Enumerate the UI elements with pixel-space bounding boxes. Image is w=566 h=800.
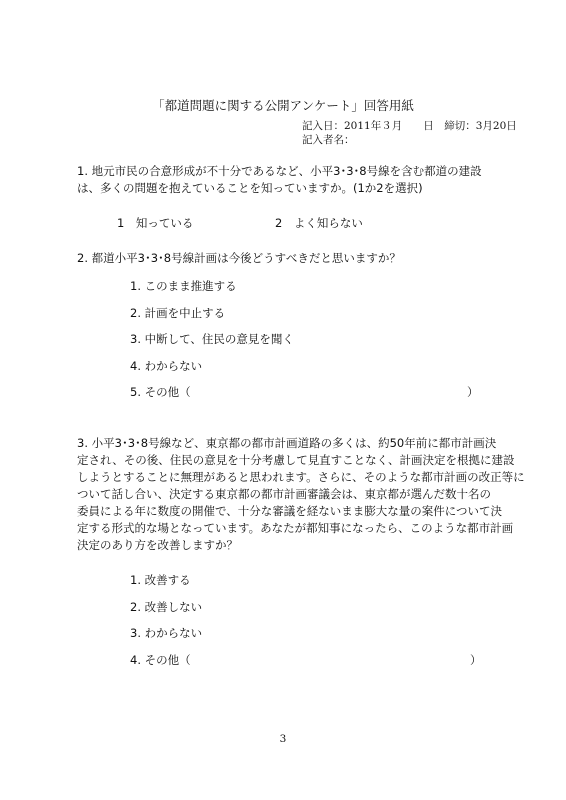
q3-other-close-paren: ） [470,653,482,667]
question-3-line: 3. 小平3･3･8号線など、東京都の都市計画道路の多くは、約50年前に都市計画決 [77,436,497,450]
question-3-line: 定され、その後、住民の意見を十分考慮して見直すことなく、計画決定を根拠に建設 [77,453,515,467]
respondent-name-line: 記入者名： [302,134,355,146]
q3-option-1[interactable]: 1. 改善する [130,573,191,587]
question-1 [77,163,482,197]
q2-option-4[interactable]: 4. わからない [130,359,203,373]
page-title: 「都道問題に関する公開アンケート」回答用紙 [152,98,414,113]
q1-option-1[interactable]: 1 知っている [117,216,194,230]
q3-option-2[interactable]: 2. 改善しない [130,600,203,614]
question-1-line: は、多くの問題を抱えていることを知っていますか。(1か2を選択) [77,181,423,195]
question-3-line: しようとすることに無理があると思われます。さらに、そのような都市計画の改正等に [77,470,525,484]
question-3 [77,435,525,554]
q2-option-2[interactable]: 2. 計画を中止する [130,306,226,320]
question-3-line: 決定のあり方を改善しますか？ [77,538,238,552]
q3-option-4[interactable]: 4. その他（ [130,653,191,667]
page-number: 3 [279,733,287,745]
question-2: 2. 都道小平3･3･8号線計画は今後どうすべきだと思いますか？ [77,251,401,265]
q3-option-3[interactable]: 3. わからない [130,626,203,640]
date-deadline-line: 記入日：2011年３月 日 締切：3月20日 [302,120,517,132]
q2-option-5[interactable]: 5. その他（ [130,385,191,399]
q1-option-2[interactable]: 2 よく知らない [275,216,363,230]
question-3-line: 定する形式的な場となっています。あなたが都知事になったら、このような都市計画 [77,521,514,535]
question-3-line: ついて話し合い、決定する東京都の都市計画審議会は、東京都が選んだ数十名の [77,487,491,501]
q2-option-1[interactable]: 1. このまま推進する [130,279,237,293]
question-1-line: 1. 地元市民の合意形成が不十分であるなど、小平3･3･8号線を含む都道の建設 [77,164,482,178]
q2-option-3[interactable]: 3. 中断して、住民の意見を聞く [130,332,294,346]
q2-other-close-paren: ） [467,385,479,399]
question-3-line: 委員による年に数度の開催で、十分な審議を経ないまま膨大な量の案件について決 [77,504,503,518]
